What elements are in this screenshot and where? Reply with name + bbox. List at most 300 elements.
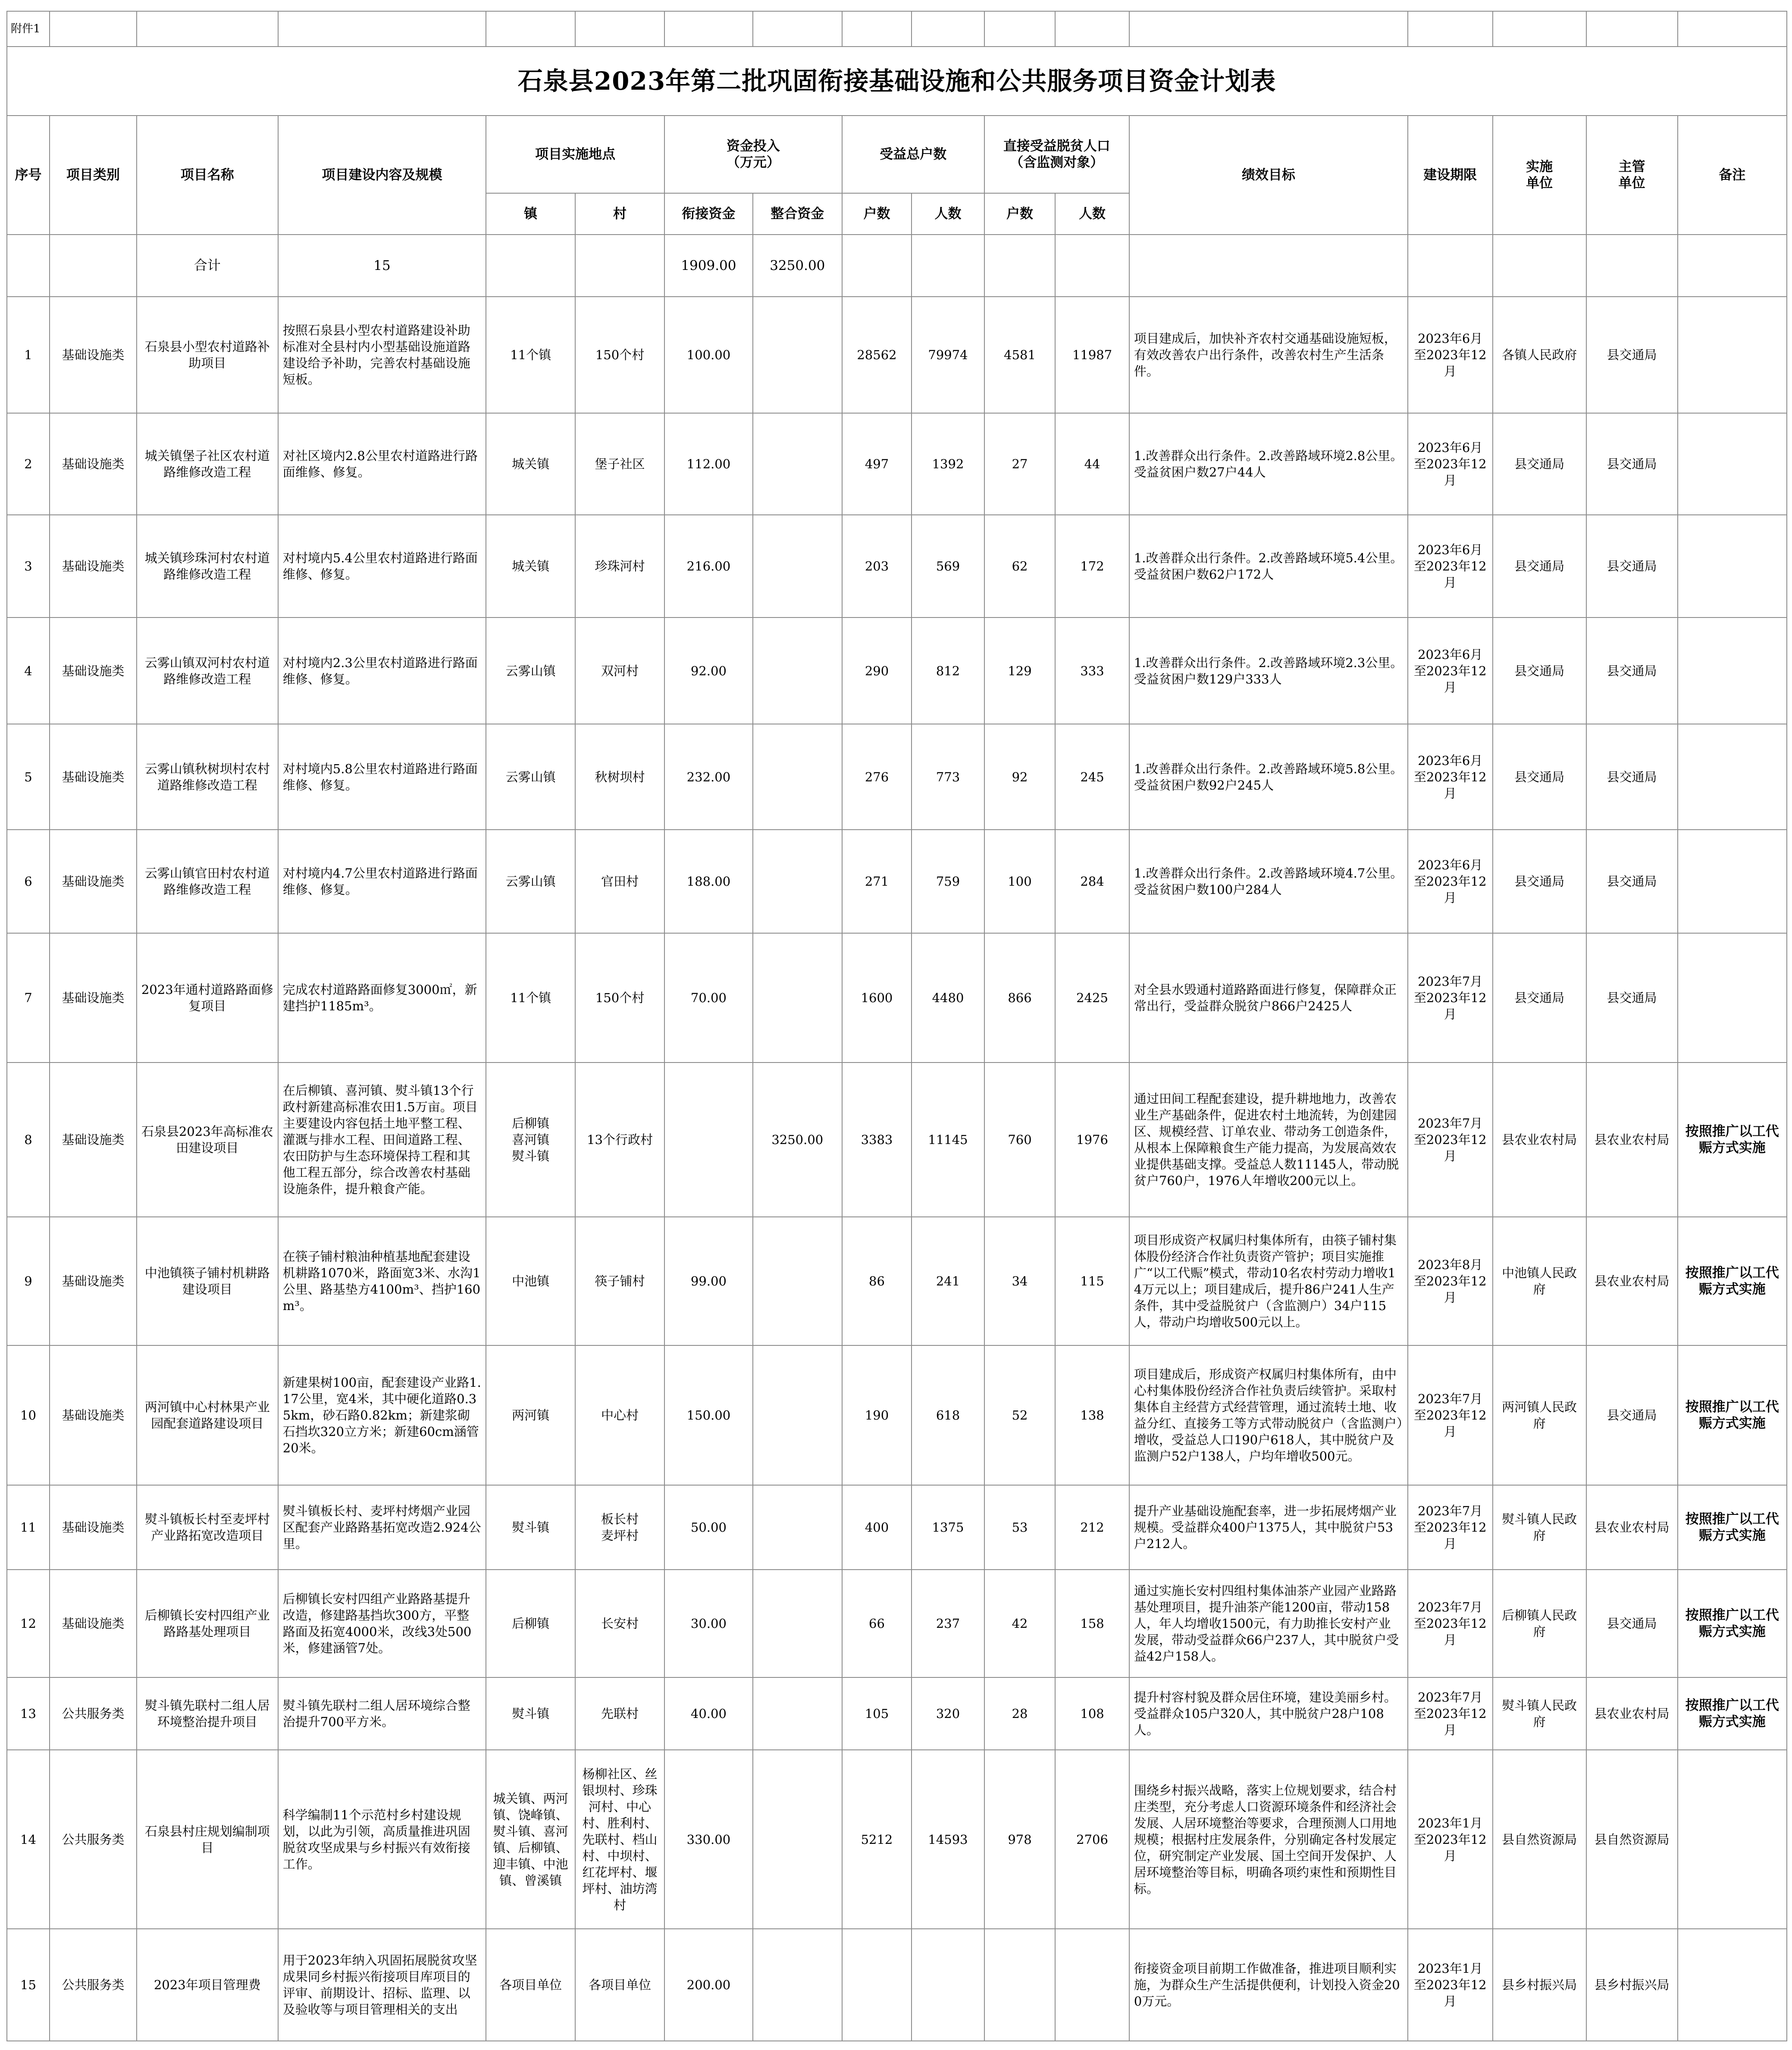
row-people: 4480 bbox=[912, 933, 984, 1063]
row-fund-link: 100.00 bbox=[664, 297, 753, 413]
row-remark bbox=[1678, 724, 1787, 830]
row-resp: 县交通局 bbox=[1586, 830, 1678, 933]
row-period: 2023年1月至2023年12月 bbox=[1408, 1750, 1493, 1929]
row-dpeople: 138 bbox=[1055, 1345, 1129, 1485]
row-content: 后柳镇长安村四组产业路路基提升改造，修建路基挡坎300方，平整路面及拓宽4000米，改线3处500米，修建涵管7处。 bbox=[278, 1570, 486, 1677]
row-town: 熨斗镇 bbox=[486, 1677, 575, 1750]
row-seq: 6 bbox=[7, 830, 50, 933]
header-fund-link: 衔接资金 bbox=[664, 193, 753, 235]
row-impl: 县交通局 bbox=[1493, 724, 1586, 830]
row-town: 后柳镇 喜河镇 熨斗镇 bbox=[486, 1063, 575, 1217]
row-period: 2023年6月至2023年12月 bbox=[1408, 724, 1493, 830]
annex-row bbox=[7, 11, 1787, 47]
row-remark bbox=[1678, 413, 1787, 515]
row-fund-integ bbox=[753, 724, 842, 830]
row-fund-integ bbox=[753, 618, 842, 724]
row-village: 13个行政村 bbox=[575, 1063, 664, 1217]
row-fund-integ bbox=[753, 933, 842, 1063]
row-town: 云雾山镇 bbox=[486, 830, 575, 933]
row-fund-link: 112.00 bbox=[664, 413, 753, 515]
row-resp: 县交通局 bbox=[1586, 515, 1678, 618]
row-dpeople bbox=[1055, 1929, 1129, 2041]
row-seq: 15 bbox=[7, 1929, 50, 2041]
row-fund-link bbox=[664, 1063, 753, 1217]
fund-plan-table bbox=[6, 11, 1787, 2041]
row-category: 公共服务类 bbox=[50, 1750, 137, 1929]
row-resp: 县交通局 bbox=[1586, 297, 1678, 413]
row-name: 城关镇珍珠河村农村道路维修改造工程 bbox=[137, 515, 278, 618]
row-impl: 县乡村振兴局 bbox=[1493, 1929, 1586, 2041]
row-impl: 县交通局 bbox=[1493, 413, 1586, 515]
row-village: 筷子铺村 bbox=[575, 1217, 664, 1345]
row-town: 城关镇 bbox=[486, 515, 575, 618]
row-fund-link: 92.00 bbox=[664, 618, 753, 724]
header-content: 项目建设内容及规模 bbox=[278, 116, 486, 235]
row-name: 后柳镇长安村四组产业路路基处理项目 bbox=[137, 1570, 278, 1677]
row-remark: 按照推广以工代赈方式实施 bbox=[1678, 1217, 1787, 1345]
row-dpeople: 333 bbox=[1055, 618, 1129, 724]
header-direct: 直接受益脱贫人口 （含监测对象） bbox=[984, 116, 1129, 193]
row-dpeople: 44 bbox=[1055, 413, 1129, 515]
row-dhh: 978 bbox=[984, 1750, 1056, 1929]
row-fund-link: 232.00 bbox=[664, 724, 753, 830]
table-row bbox=[7, 830, 1787, 933]
row-content: 熨斗镇先联村二组人居环境综合整治提升700平方米。 bbox=[278, 1677, 486, 1750]
row-remark: 按照推广以工代赈方式实施 bbox=[1678, 1063, 1787, 1217]
row-remark bbox=[1678, 515, 1787, 618]
row-category: 基础设施类 bbox=[50, 1485, 137, 1570]
row-fund-integ bbox=[753, 1750, 842, 1929]
row-people: 320 bbox=[912, 1677, 984, 1750]
row-name: 城关镇堡子社区农村道路维修改造工程 bbox=[137, 413, 278, 515]
row-content: 对村境内5.8公里农村道路进行路面维修、修复。 bbox=[278, 724, 486, 830]
row-content: 新建果树100亩，配套建设产业路1.17公里，宽4米，其中硬化道路0.35km，砂石路0.82km；新建浆砌石挡坎320立方米；新建60cm涵管20米。 bbox=[278, 1345, 486, 1485]
row-name: 云雾山镇秋树坝村农村道路维修改造工程 bbox=[137, 724, 278, 830]
row-hh: 66 bbox=[842, 1570, 912, 1677]
row-people: 1392 bbox=[912, 413, 984, 515]
summary-count: 15 bbox=[278, 235, 486, 297]
row-impl: 后柳镇人民政府 bbox=[1493, 1570, 1586, 1677]
header-seq: 序号 bbox=[7, 116, 50, 235]
row-impl: 县农业农村局 bbox=[1493, 1063, 1586, 1217]
row-impl: 熨斗镇人民政府 bbox=[1493, 1677, 1586, 1750]
table-row bbox=[7, 1929, 1787, 2041]
row-people: 79974 bbox=[912, 297, 984, 413]
row-name: 中池镇筷子铺村机耕路建设项目 bbox=[137, 1217, 278, 1345]
row-town: 后柳镇 bbox=[486, 1570, 575, 1677]
row-impl: 熨斗镇人民政府 bbox=[1493, 1485, 1586, 1570]
row-content: 对村境内4.7公里农村道路进行路面维修、修复。 bbox=[278, 830, 486, 933]
row-dhh: 760 bbox=[984, 1063, 1056, 1217]
row-hh: 3383 bbox=[842, 1063, 912, 1217]
row-hh: 1600 bbox=[842, 933, 912, 1063]
row-resp: 县农业农村局 bbox=[1586, 1485, 1678, 1570]
row-period: 2023年6月至2023年12月 bbox=[1408, 297, 1493, 413]
header-resp: 主管 单位 bbox=[1586, 116, 1678, 235]
header-period: 建设期限 bbox=[1408, 116, 1493, 235]
row-impl: 县交通局 bbox=[1493, 933, 1586, 1063]
row-period: 2023年6月至2023年12月 bbox=[1408, 830, 1493, 933]
row-village: 板长村 麦坪村 bbox=[575, 1485, 664, 1570]
row-seq: 10 bbox=[7, 1345, 50, 1485]
row-period: 2023年7月至2023年12月 bbox=[1408, 1345, 1493, 1485]
row-perf: 1.改善群众出行条件。2.改善路域环境5.4公里。受益贫困户数62户172人 bbox=[1129, 515, 1408, 618]
row-people: 773 bbox=[912, 724, 984, 830]
row-village: 各项目单位 bbox=[575, 1929, 664, 2041]
row-dhh: 52 bbox=[984, 1345, 1056, 1485]
row-remark bbox=[1678, 933, 1787, 1063]
row-remark bbox=[1678, 1750, 1787, 1929]
row-perf: 提升村容村貌及群众居住环境，建设美丽乡村。受益群众105户320人，其中脱贫户28户108人。 bbox=[1129, 1677, 1408, 1750]
row-people: 241 bbox=[912, 1217, 984, 1345]
row-name: 云雾山镇官田村农村道路维修改造工程 bbox=[137, 830, 278, 933]
row-town: 云雾山镇 bbox=[486, 724, 575, 830]
row-perf: 1.改善群众出行条件。2.改善路域环境2.8公里。受益贫困户数27户44人 bbox=[1129, 413, 1408, 515]
table-row bbox=[7, 1063, 1787, 1217]
row-dhh: 27 bbox=[984, 413, 1056, 515]
header-dhh: 户数 bbox=[984, 193, 1056, 235]
header-location: 项目实施地点 bbox=[486, 116, 664, 193]
table-row bbox=[7, 413, 1787, 515]
row-content: 完成农村道路路面修复3000㎡，新建挡护1185m³。 bbox=[278, 933, 486, 1063]
row-remark: 按照推广以工代赈方式实施 bbox=[1678, 1485, 1787, 1570]
row-category: 基础设施类 bbox=[50, 297, 137, 413]
table-row bbox=[7, 1345, 1787, 1485]
row-hh: 28562 bbox=[842, 297, 912, 413]
row-seq: 2 bbox=[7, 413, 50, 515]
row-village: 珍珠河村 bbox=[575, 515, 664, 618]
table-row bbox=[7, 297, 1787, 413]
row-fund-integ bbox=[753, 515, 842, 618]
row-town: 熨斗镇 bbox=[486, 1485, 575, 1570]
row-fund-link: 200.00 bbox=[664, 1929, 753, 2041]
row-resp: 县交通局 bbox=[1586, 933, 1678, 1063]
row-dpeople: 1976 bbox=[1055, 1063, 1129, 1217]
row-seq: 12 bbox=[7, 1570, 50, 1677]
row-fund-link: 188.00 bbox=[664, 830, 753, 933]
fund-plan-sheet bbox=[6, 11, 1787, 2042]
row-fund-link: 30.00 bbox=[664, 1570, 753, 1677]
row-impl: 县交通局 bbox=[1493, 618, 1586, 724]
row-people bbox=[912, 1929, 984, 2041]
summary-fund-integ: 3250.00 bbox=[753, 235, 842, 297]
header-people: 人数 bbox=[912, 193, 984, 235]
row-seq: 1 bbox=[7, 297, 50, 413]
table-row bbox=[7, 933, 1787, 1063]
row-period: 2023年8月至2023年12月 bbox=[1408, 1217, 1493, 1345]
row-fund-integ bbox=[753, 1570, 842, 1677]
row-period: 2023年6月至2023年12月 bbox=[1408, 618, 1493, 724]
row-impl: 县交通局 bbox=[1493, 830, 1586, 933]
row-dpeople: 245 bbox=[1055, 724, 1129, 830]
row-perf: 1.改善群众出行条件。2.改善路域环境5.8公里。受益贫困户数92户245人 bbox=[1129, 724, 1408, 830]
row-dpeople: 11987 bbox=[1055, 297, 1129, 413]
row-fund-integ bbox=[753, 1677, 842, 1750]
row-impl: 县自然资源局 bbox=[1493, 1750, 1586, 1929]
table-row bbox=[7, 515, 1787, 618]
row-village: 150个村 bbox=[575, 297, 664, 413]
row-hh: 190 bbox=[842, 1345, 912, 1485]
row-period: 2023年1月至2023年12月 bbox=[1408, 1929, 1493, 2041]
row-dpeople: 115 bbox=[1055, 1217, 1129, 1345]
row-name: 2023年通村道路路面修复项目 bbox=[137, 933, 278, 1063]
row-impl: 县交通局 bbox=[1493, 515, 1586, 618]
row-impl: 各镇人民政府 bbox=[1493, 297, 1586, 413]
row-dpeople: 212 bbox=[1055, 1485, 1129, 1570]
row-hh: 105 bbox=[842, 1677, 912, 1750]
row-category: 基础设施类 bbox=[50, 1063, 137, 1217]
row-hh: 400 bbox=[842, 1485, 912, 1570]
row-dhh: 28 bbox=[984, 1677, 1056, 1750]
row-category: 公共服务类 bbox=[50, 1929, 137, 2041]
row-category: 基础设施类 bbox=[50, 830, 137, 933]
row-resp: 县农业农村局 bbox=[1586, 1217, 1678, 1345]
row-remark: 按照推广以工代赈方式实施 bbox=[1678, 1345, 1787, 1485]
row-fund-link: 150.00 bbox=[664, 1345, 753, 1485]
header-category: 项目类别 bbox=[50, 116, 137, 235]
row-perf: 衔接资金项目前期工作做准备，推进项目顺利实施，为群众生产生活提供便利，计划投入资金200万元。 bbox=[1129, 1929, 1408, 2041]
row-perf: 项目建成后，形成资产权属归村集体所有，由中心村集体股份经济合作社负责后续管护。采取村集体自主经营方式经营管理，通过流转土地、收益分红、直接务工等方式带动脱贫户（含监测户）增收，受益总人口190户618人，其中脱贫户及监测户52户138人，户均年增收500元。 bbox=[1129, 1345, 1408, 1485]
row-fund-link: 330.00 bbox=[664, 1750, 753, 1929]
row-fund-integ bbox=[753, 1929, 842, 2041]
row-name: 2023年项目管理费 bbox=[137, 1929, 278, 2041]
row-seq: 5 bbox=[7, 724, 50, 830]
row-name: 石泉县村庄规划编制项目 bbox=[137, 1750, 278, 1929]
row-remark bbox=[1678, 618, 1787, 724]
row-name: 石泉县2023年高标准农田建设项目 bbox=[137, 1063, 278, 1217]
row-category: 基础设施类 bbox=[50, 1217, 137, 1345]
row-fund-integ bbox=[753, 1217, 842, 1345]
row-content: 科学编制11个示范村乡村建设规划，以此为引领，高质量推进巩固脱贫攻坚成果与乡村振兴有效衔接工作。 bbox=[278, 1750, 486, 1929]
row-category: 基础设施类 bbox=[50, 515, 137, 618]
row-people: 11145 bbox=[912, 1063, 984, 1217]
row-perf: 项目建成后，加快补齐农村交通基础设施短板，有效改善农户出行条件，改善农村生产生活条件。 bbox=[1129, 297, 1408, 413]
row-hh: 203 bbox=[842, 515, 912, 618]
row-resp: 县交通局 bbox=[1586, 1345, 1678, 1485]
row-seq: 7 bbox=[7, 933, 50, 1063]
header-name: 项目名称 bbox=[137, 116, 278, 235]
row-perf: 提升产业基础设施配套率，进一步拓展烤烟产业规模。受益群众400户1375人，其中脱贫户53户212人。 bbox=[1129, 1485, 1408, 1570]
row-period: 2023年6月至2023年12月 bbox=[1408, 515, 1493, 618]
row-seq: 14 bbox=[7, 1750, 50, 1929]
row-dpeople: 172 bbox=[1055, 515, 1129, 618]
row-perf: 通过实施长安村四组村集体油茶产业园产业路路基处理项目，提升油茶产能1200亩，带动158人，年人均增收1500元，有力助推长安村产业发展，带动受益群众66户237人，其中脱贫户受益42户158人。 bbox=[1129, 1570, 1408, 1677]
row-dhh: 100 bbox=[984, 830, 1056, 933]
row-people: 569 bbox=[912, 515, 984, 618]
row-hh: 276 bbox=[842, 724, 912, 830]
row-content: 用于2023年纳入巩固拓展脱贫攻坚成果同乡村振兴衔接项目库项目的评审、前期设计、招标、监理、以及验收等与项目管理相关的支出 bbox=[278, 1929, 486, 2041]
row-village: 中心村 bbox=[575, 1345, 664, 1485]
row-resp: 县交通局 bbox=[1586, 618, 1678, 724]
header-village: 村 bbox=[575, 193, 664, 235]
row-content: 在筷子铺村粮油种植基地配套建设机耕路1070米，路面宽3米、水沟1公里、路基垫方4100m³、挡护160m³。 bbox=[278, 1217, 486, 1345]
row-impl: 中池镇人民政府 bbox=[1493, 1217, 1586, 1345]
row-dhh: 866 bbox=[984, 933, 1056, 1063]
header-benefit: 受益总户数 bbox=[842, 116, 984, 193]
row-name: 石泉县小型农村道路补助项目 bbox=[137, 297, 278, 413]
row-resp: 县农业农村局 bbox=[1586, 1063, 1678, 1217]
row-perf: 通过田间工程配套建设，提升耕地地力，改善农业生产基础条件，促进农村土地流转，为创建园区、规模经营、订单农业、带动务工创造条件，从根本上保障粮食生产能力提高，为发展高效农业提供基础支撑。受益总人数11145人，带动脱贫户760户，1976人年增收200元以上。 bbox=[1129, 1063, 1408, 1217]
row-category: 基础设施类 bbox=[50, 933, 137, 1063]
row-seq: 4 bbox=[7, 618, 50, 724]
row-seq: 11 bbox=[7, 1485, 50, 1570]
row-fund-link: 99.00 bbox=[664, 1217, 753, 1345]
row-fund-link: 70.00 bbox=[664, 933, 753, 1063]
title-row bbox=[7, 47, 1787, 116]
row-category: 基础设施类 bbox=[50, 618, 137, 724]
row-hh: 5212 bbox=[842, 1750, 912, 1929]
row-fund-link: 40.00 bbox=[664, 1677, 753, 1750]
row-town: 11个镇 bbox=[486, 297, 575, 413]
row-dhh: 53 bbox=[984, 1485, 1056, 1570]
row-seq: 13 bbox=[7, 1677, 50, 1750]
row-resp: 县农业农村局 bbox=[1586, 1677, 1678, 1750]
header-funds: 资金投入 （万元） bbox=[664, 116, 842, 193]
row-resp: 县交通局 bbox=[1586, 724, 1678, 830]
row-dpeople: 158 bbox=[1055, 1570, 1129, 1677]
row-category: 基础设施类 bbox=[50, 413, 137, 515]
row-remark: 按照推广以工代赈方式实施 bbox=[1678, 1570, 1787, 1677]
row-hh: 497 bbox=[842, 413, 912, 515]
row-village: 双河村 bbox=[575, 618, 664, 724]
row-people: 237 bbox=[912, 1570, 984, 1677]
row-period: 2023年7月至2023年12月 bbox=[1408, 1570, 1493, 1677]
row-name: 熨斗镇先联村二组人居环境整治提升项目 bbox=[137, 1677, 278, 1750]
row-content: 对村境内5.4公里农村道路进行路面维修、修复。 bbox=[278, 515, 486, 618]
row-fund-integ bbox=[753, 830, 842, 933]
row-resp: 县自然资源局 bbox=[1586, 1750, 1678, 1929]
summary-label: 合计 bbox=[137, 235, 278, 297]
row-town: 云雾山镇 bbox=[486, 618, 575, 724]
row-dpeople: 284 bbox=[1055, 830, 1129, 933]
row-people: 759 bbox=[912, 830, 984, 933]
table-row bbox=[7, 1217, 1787, 1345]
row-category: 基础设施类 bbox=[50, 1345, 137, 1485]
row-perf: 1.改善群众出行条件。2.改善路域环境4.7公里。受益贫困户数100户284人 bbox=[1129, 830, 1408, 933]
row-town: 各项目单位 bbox=[486, 1929, 575, 2041]
row-fund-integ: 3250.00 bbox=[753, 1063, 842, 1217]
header-perf: 绩效目标 bbox=[1129, 116, 1408, 235]
row-perf: 1.改善群众出行条件。2.改善路域环境2.3公里。受益贫困户数129户333人 bbox=[1129, 618, 1408, 724]
row-town: 城关镇 bbox=[486, 413, 575, 515]
row-dpeople: 2706 bbox=[1055, 1750, 1129, 1929]
row-name: 熨斗镇板长村至麦坪村产业路拓宽改造项目 bbox=[137, 1485, 278, 1570]
table-row bbox=[7, 1485, 1787, 1570]
row-town: 城关镇、两河镇、饶峰镇、熨斗镇、喜河镇、后柳镇、迎丰镇、中池镇、曾溪镇 bbox=[486, 1750, 575, 1929]
row-village: 长安村 bbox=[575, 1570, 664, 1677]
row-category: 公共服务类 bbox=[50, 1677, 137, 1750]
table-row bbox=[7, 1677, 1787, 1750]
row-seq: 9 bbox=[7, 1217, 50, 1345]
row-perf: 项目形成资产权属归村集体所有，由筷子铺村集体股份经济合作社负责资产管护；项目实施推广“以工代赈”模式，带动10名农村劳动力增收14万元以上；项目建成后，提升86户241人生产条件，其中受益脱贫户（含监测户）34户115人，带动户均增收500元以上。 bbox=[1129, 1217, 1408, 1345]
row-dpeople: 2425 bbox=[1055, 933, 1129, 1063]
row-resp: 县交通局 bbox=[1586, 1570, 1678, 1677]
row-perf: 围绕乡村振兴战略，落实上位规划要求，结合村庄类型，充分考虑人口资源环境条件和经济社会发展、人居环境整治等要求，合理预测人口用地规模；根据村庄发展条件，分别确定各村发展定位，研究制定产业发展、国土空间开发保护、人居环境整治等目标，明确各项约束性和预期性目标。 bbox=[1129, 1750, 1408, 1929]
header-dpeople: 人数 bbox=[1055, 193, 1129, 235]
header-remark: 备注 bbox=[1678, 116, 1787, 235]
row-fund-link: 50.00 bbox=[664, 1485, 753, 1570]
row-village: 堡子社区 bbox=[575, 413, 664, 515]
row-period: 2023年6月至2023年12月 bbox=[1408, 413, 1493, 515]
row-period: 2023年7月至2023年12月 bbox=[1408, 1485, 1493, 1570]
row-seq: 8 bbox=[7, 1063, 50, 1217]
row-period: 2023年7月至2023年12月 bbox=[1408, 1677, 1493, 1750]
row-content: 对社区境内2.8公里农村道路进行路面维修、修复。 bbox=[278, 413, 486, 515]
row-resp: 县交通局 bbox=[1586, 413, 1678, 515]
row-dhh: 42 bbox=[984, 1570, 1056, 1677]
header-row-1 bbox=[7, 116, 1787, 193]
row-remark bbox=[1678, 297, 1787, 413]
summary-fund-link: 1909.00 bbox=[664, 235, 753, 297]
table-row bbox=[7, 1750, 1787, 1929]
row-fund-integ bbox=[753, 297, 842, 413]
header-hh: 户数 bbox=[842, 193, 912, 235]
row-dpeople: 108 bbox=[1055, 1677, 1129, 1750]
row-dhh: 4581 bbox=[984, 297, 1056, 413]
header-fund-integ: 整合资金 bbox=[753, 193, 842, 235]
row-period: 2023年7月至2023年12月 bbox=[1408, 1063, 1493, 1217]
row-content: 在后柳镇、喜河镇、熨斗镇13个行政村新建高标准农田1.5万亩。项目主要建设内容包括土地平整工程、灌溉与排水工程、田间道路工程、农田防护与生态环境保持工程和其他工程五部分，综合改善农村基础设施条件，提升粮食产能。 bbox=[278, 1063, 486, 1217]
row-impl: 两河镇人民政府 bbox=[1493, 1345, 1586, 1485]
summary-row bbox=[7, 235, 1787, 297]
header-town: 镇 bbox=[486, 193, 575, 235]
page-title: 石泉县2023年第二批巩固衔接基础设施和公共服务项目资金计划表 bbox=[7, 47, 1787, 116]
row-fund-integ bbox=[753, 1345, 842, 1485]
row-name: 云雾山镇双河村农村道路维修改造工程 bbox=[137, 618, 278, 724]
row-seq: 3 bbox=[7, 515, 50, 618]
row-fund-integ bbox=[753, 1485, 842, 1570]
row-village: 秋树坝村 bbox=[575, 724, 664, 830]
row-people: 618 bbox=[912, 1345, 984, 1485]
row-fund-integ bbox=[753, 413, 842, 515]
annex-label: 附件1 bbox=[7, 11, 50, 47]
row-hh: 290 bbox=[842, 618, 912, 724]
row-dhh bbox=[984, 1929, 1056, 2041]
row-category: 基础设施类 bbox=[50, 1570, 137, 1677]
row-content: 按照石泉县小型农村道路建设补助标准对全县村内小型基础设施道路建设给予补助，完善农村基础设施短板。 bbox=[278, 297, 486, 413]
row-village: 150个村 bbox=[575, 933, 664, 1063]
row-people: 14593 bbox=[912, 1750, 984, 1929]
table-row bbox=[7, 724, 1787, 830]
row-dhh: 34 bbox=[984, 1217, 1056, 1345]
row-hh: 86 bbox=[842, 1217, 912, 1345]
row-village: 先联村 bbox=[575, 1677, 664, 1750]
header-impl: 实施 单位 bbox=[1493, 116, 1586, 235]
row-town: 中池镇 bbox=[486, 1217, 575, 1345]
row-content: 对村境内2.3公里农村道路进行路面维修、修复。 bbox=[278, 618, 486, 724]
row-remark: 按照推广以工代赈方式实施 bbox=[1678, 1677, 1787, 1750]
table-row bbox=[7, 618, 1787, 724]
row-people: 1375 bbox=[912, 1485, 984, 1570]
row-resp: 县乡村振兴局 bbox=[1586, 1929, 1678, 2041]
row-period: 2023年7月至2023年12月 bbox=[1408, 933, 1493, 1063]
row-content: 熨斗镇板长村、麦坪村烤烟产业园区配套产业路路基拓宽改造2.924公里。 bbox=[278, 1485, 486, 1570]
row-dhh: 62 bbox=[984, 515, 1056, 618]
row-name: 两河镇中心村林果产业园配套道路建设项目 bbox=[137, 1345, 278, 1485]
row-village: 杨柳社区、丝银坝村、珍珠河村、中心村、胜利村、先联村、档山村、中坝村、红花坪村、堰坪村、油坊湾村 bbox=[575, 1750, 664, 1929]
row-fund-link: 216.00 bbox=[664, 515, 753, 618]
row-people: 812 bbox=[912, 618, 984, 724]
row-perf: 对全县水毁通村道路路面进行修复，保障群众正常出行，受益群众脱贫户866户2425人 bbox=[1129, 933, 1408, 1063]
row-remark bbox=[1678, 830, 1787, 933]
row-hh bbox=[842, 1929, 912, 2041]
row-remark bbox=[1678, 1929, 1787, 2041]
row-town: 两河镇 bbox=[486, 1345, 575, 1485]
row-category: 基础设施类 bbox=[50, 724, 137, 830]
row-hh: 271 bbox=[842, 830, 912, 933]
row-dhh: 129 bbox=[984, 618, 1056, 724]
row-dhh: 92 bbox=[984, 724, 1056, 830]
